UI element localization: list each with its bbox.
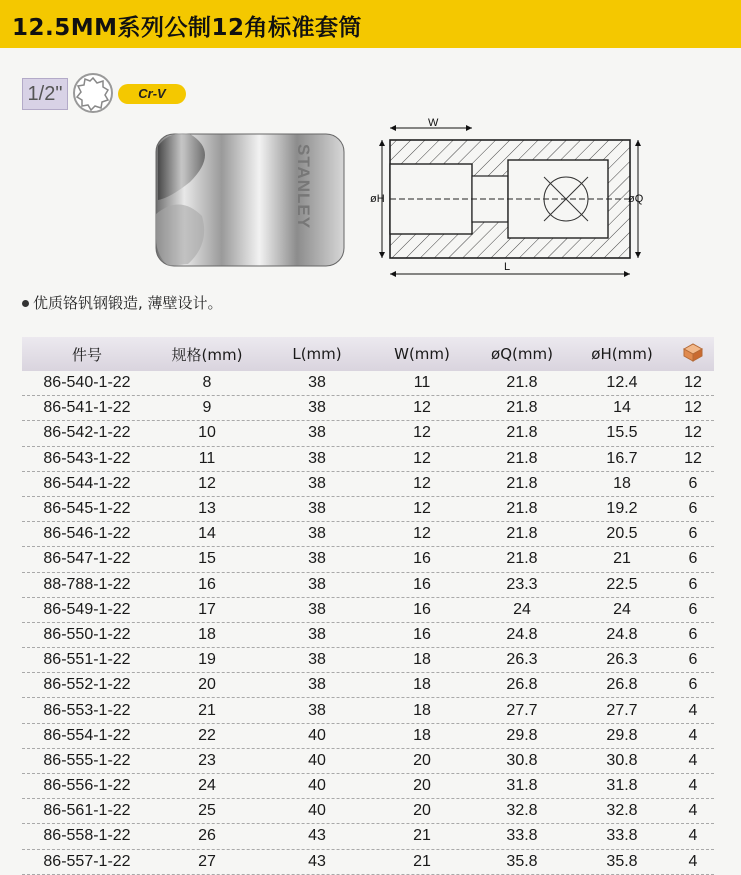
- cell-head-dia: 19.2: [606, 500, 638, 518]
- cell-length: 40: [308, 726, 326, 744]
- cell-box-qty: 12: [684, 449, 702, 467]
- cell-length: 43: [308, 852, 326, 870]
- cell-width: 16: [413, 625, 431, 643]
- table-body: [22, 371, 714, 875]
- cell-width: 21: [413, 852, 431, 870]
- table-row: [22, 573, 714, 598]
- cell-size: 19: [198, 651, 216, 669]
- cell-head-dia: 21: [613, 550, 631, 568]
- cell-part-no: 88-788-1-22: [43, 575, 131, 593]
- cell-width: 12: [413, 474, 431, 492]
- cell-size: 21: [198, 701, 216, 719]
- cell-length: 38: [308, 600, 326, 618]
- cell-outer-dia: 29.8: [506, 726, 538, 744]
- cell-box-qty: 12: [684, 424, 702, 442]
- cell-size: 14: [198, 525, 216, 543]
- cell-width: 12: [413, 399, 431, 417]
- cell-size: 10: [198, 424, 216, 442]
- cell-box-qty: 6: [688, 575, 698, 593]
- cell-part-no: 86-541-1-22: [43, 399, 131, 417]
- cell-length: 38: [308, 399, 326, 417]
- cell-outer-dia: 24: [513, 600, 531, 618]
- cell-outer-dia: 21.8: [506, 525, 538, 543]
- cell-part-no: 86-542-1-22: [43, 424, 131, 442]
- cell-outer-dia: 33.8: [506, 827, 538, 845]
- page-title: 12.5MM系列公制12角标准套筒: [12, 15, 363, 41]
- cell-part-no: 86-540-1-22: [43, 374, 131, 392]
- cell-part-no: 86-561-1-22: [43, 802, 131, 820]
- cell-head-dia: 24.8: [606, 625, 638, 643]
- cell-length: 38: [308, 525, 326, 543]
- cell-length: 38: [308, 449, 326, 467]
- feature-bullet: [22, 292, 223, 313]
- cell-width: 20: [413, 777, 431, 795]
- cell-size: 23: [198, 751, 216, 769]
- cell-size: 13: [198, 500, 216, 518]
- header-length: L(mm): [292, 345, 342, 363]
- header-box-qty: [672, 341, 714, 367]
- cell-box-qty: 4: [688, 802, 698, 820]
- cell-length: 43: [308, 827, 326, 845]
- cell-width: 18: [413, 651, 431, 669]
- cell-head-dia: 33.8: [606, 827, 638, 845]
- cell-outer-dia: 24.8: [506, 625, 538, 643]
- cell-length: 38: [308, 474, 326, 492]
- cell-size: 20: [198, 676, 216, 694]
- cell-width: 12: [413, 449, 431, 467]
- table-row: [22, 724, 714, 749]
- cell-head-dia: 31.8: [606, 777, 638, 795]
- cell-size: 9: [202, 399, 212, 417]
- cell-part-no: 86-558-1-22: [43, 827, 131, 845]
- cell-width: 16: [413, 600, 431, 618]
- table-row: [22, 774, 714, 799]
- svg-text:STANLEY: STANLEY: [294, 144, 313, 230]
- twelve-point-icon: [72, 72, 114, 114]
- table-row: [22, 522, 714, 547]
- header-outer-dia: øQ(mm): [491, 345, 553, 363]
- cell-box-qty: 4: [688, 852, 698, 870]
- cell-width: 20: [413, 802, 431, 820]
- socket-photo: [150, 124, 350, 276]
- table-header: [22, 337, 714, 371]
- svg-text:L: L: [504, 261, 511, 273]
- cell-outer-dia: 21.8: [506, 449, 538, 467]
- table-row: [22, 850, 714, 875]
- cell-box-qty: 4: [688, 726, 698, 744]
- cell-size: 24: [198, 777, 216, 795]
- cell-head-dia: 22.5: [606, 575, 638, 593]
- cell-width: 20: [413, 751, 431, 769]
- cell-size: 11: [198, 449, 216, 467]
- cell-head-dia: 35.8: [606, 852, 638, 870]
- cell-size: 25: [198, 802, 216, 820]
- svg-text:W: W: [428, 117, 439, 129]
- cell-part-no: 86-554-1-22: [43, 726, 131, 744]
- cell-head-dia: 29.8: [606, 726, 638, 744]
- cell-size: 27: [198, 852, 216, 870]
- cell-length: 38: [308, 500, 326, 518]
- cell-size: 22: [198, 726, 216, 744]
- cell-box-qty: 12: [684, 399, 702, 417]
- cell-size: 17: [198, 600, 216, 618]
- table-row: [22, 648, 714, 673]
- cell-head-dia: 20.5: [606, 525, 638, 543]
- cell-part-no: 86-549-1-22: [43, 600, 131, 618]
- cell-width: 12: [413, 424, 431, 442]
- cell-part-no: 86-546-1-22: [43, 525, 131, 543]
- title-bar: [0, 0, 741, 48]
- header-part-no: 件号: [71, 345, 102, 364]
- table-row: [22, 421, 714, 446]
- cell-width: 16: [413, 575, 431, 593]
- cell-head-dia: 18: [613, 474, 631, 492]
- cell-part-no: 86-550-1-22: [43, 625, 131, 643]
- cell-length: 38: [308, 651, 326, 669]
- cell-length: 38: [308, 676, 326, 694]
- cell-box-qty: 6: [688, 651, 698, 669]
- cell-length: 38: [308, 575, 326, 593]
- bullet-icon: [22, 300, 29, 307]
- header-size: 规格(mm): [171, 345, 243, 364]
- cell-box-qty: 6: [688, 525, 698, 543]
- cell-length: 38: [308, 424, 326, 442]
- cell-outer-dia: 21.8: [506, 374, 538, 392]
- table-row: [22, 447, 714, 472]
- cell-head-dia: 14: [613, 399, 631, 417]
- header-head-dia: øH(mm): [591, 345, 653, 363]
- cell-length: 40: [308, 751, 326, 769]
- cell-part-no: 86-552-1-22: [43, 676, 131, 694]
- cell-box-qty: 6: [688, 676, 698, 694]
- cell-width: 18: [413, 726, 431, 744]
- cell-box-qty: 12: [684, 374, 702, 392]
- cell-outer-dia: 21.8: [506, 550, 538, 568]
- cell-head-dia: 24: [613, 600, 631, 618]
- cell-outer-dia: 21.8: [506, 500, 538, 518]
- cell-head-dia: 12.4: [606, 374, 638, 392]
- cell-size: 15: [198, 550, 216, 568]
- cell-box-qty: 6: [688, 474, 698, 492]
- cell-size: 16: [198, 575, 216, 593]
- box-icon: [680, 341, 706, 363]
- cell-length: 40: [308, 802, 326, 820]
- cell-outer-dia: 30.8: [506, 751, 538, 769]
- material-badge: Cr-V: [118, 84, 186, 104]
- drive-size-badge: 1/2": [22, 78, 68, 110]
- cell-outer-dia: 26.8: [506, 676, 538, 694]
- feature-text: 优质铬钒钢锻造, 薄壁设计。: [33, 294, 223, 312]
- cell-length: 38: [308, 701, 326, 719]
- cell-outer-dia: 26.3: [506, 651, 538, 669]
- cell-box-qty: 6: [688, 625, 698, 643]
- cell-part-no: 86-551-1-22: [43, 651, 131, 669]
- cell-size: 12: [198, 474, 216, 492]
- table-row: [22, 673, 714, 698]
- table-row: [22, 749, 714, 774]
- cell-width: 16: [413, 550, 431, 568]
- cell-head-dia: 30.8: [606, 751, 638, 769]
- cell-width: 18: [413, 676, 431, 694]
- cell-head-dia: 26.8: [606, 676, 638, 694]
- cell-head-dia: 32.8: [606, 802, 638, 820]
- table-row: [22, 598, 714, 623]
- cell-size: 26: [198, 827, 216, 845]
- table-row: [22, 396, 714, 421]
- cell-outer-dia: 31.8: [506, 777, 538, 795]
- cell-part-no: 86-543-1-22: [43, 449, 131, 467]
- cell-outer-dia: 21.8: [506, 474, 538, 492]
- cell-box-qty: 6: [688, 600, 698, 618]
- cell-part-no: 86-556-1-22: [43, 777, 131, 795]
- cell-box-qty: 4: [688, 701, 698, 719]
- cell-outer-dia: 35.8: [506, 852, 538, 870]
- cell-length: 38: [308, 374, 326, 392]
- cell-head-dia: 27.7: [606, 701, 638, 719]
- table-row: [22, 547, 714, 572]
- table-row: [22, 497, 714, 522]
- cell-width: 12: [413, 500, 431, 518]
- cell-head-dia: 26.3: [606, 651, 638, 669]
- cell-size: 8: [202, 374, 212, 392]
- cell-box-qty: 4: [688, 751, 698, 769]
- table-row: [22, 698, 714, 723]
- cell-part-no: 86-545-1-22: [43, 500, 131, 518]
- table-row: [22, 824, 714, 849]
- table-row: [22, 799, 714, 824]
- svg-text:øQ: øQ: [628, 193, 644, 205]
- cell-width: 18: [413, 701, 431, 719]
- table-row: [22, 371, 714, 396]
- cell-part-no: 86-555-1-22: [43, 751, 131, 769]
- header-width: W(mm): [394, 345, 450, 363]
- cell-length: 38: [308, 550, 326, 568]
- dimension-diagram: [370, 117, 666, 288]
- spec-table: [22, 337, 714, 875]
- cell-length: 40: [308, 777, 326, 795]
- cell-outer-dia: 32.8: [506, 802, 538, 820]
- cell-size: 18: [198, 625, 216, 643]
- cell-length: 38: [308, 625, 326, 643]
- cell-part-no: 86-547-1-22: [43, 550, 131, 568]
- cell-box-qty: 6: [688, 550, 698, 568]
- cell-outer-dia: 21.8: [506, 399, 538, 417]
- cell-part-no: 86-557-1-22: [43, 852, 131, 870]
- cell-part-no: 86-544-1-22: [43, 474, 131, 492]
- cell-box-qty: 4: [688, 827, 698, 845]
- cell-outer-dia: 21.8: [506, 424, 538, 442]
- cell-width: 11: [413, 374, 431, 392]
- table-row: [22, 472, 714, 497]
- table-row: [22, 623, 714, 648]
- cell-box-qty: 4: [688, 777, 698, 795]
- cell-part-no: 86-553-1-22: [43, 701, 131, 719]
- cell-outer-dia: 23.3: [506, 575, 538, 593]
- cell-head-dia: 16.7: [606, 449, 638, 467]
- svg-text:øH: øH: [370, 193, 385, 205]
- cell-width: 12: [413, 525, 431, 543]
- brand-text: [294, 144, 313, 229]
- cell-head-dia: 15.5: [606, 424, 638, 442]
- cell-outer-dia: 27.7: [506, 701, 538, 719]
- cell-width: 21: [413, 827, 431, 845]
- cell-box-qty: 6: [688, 500, 698, 518]
